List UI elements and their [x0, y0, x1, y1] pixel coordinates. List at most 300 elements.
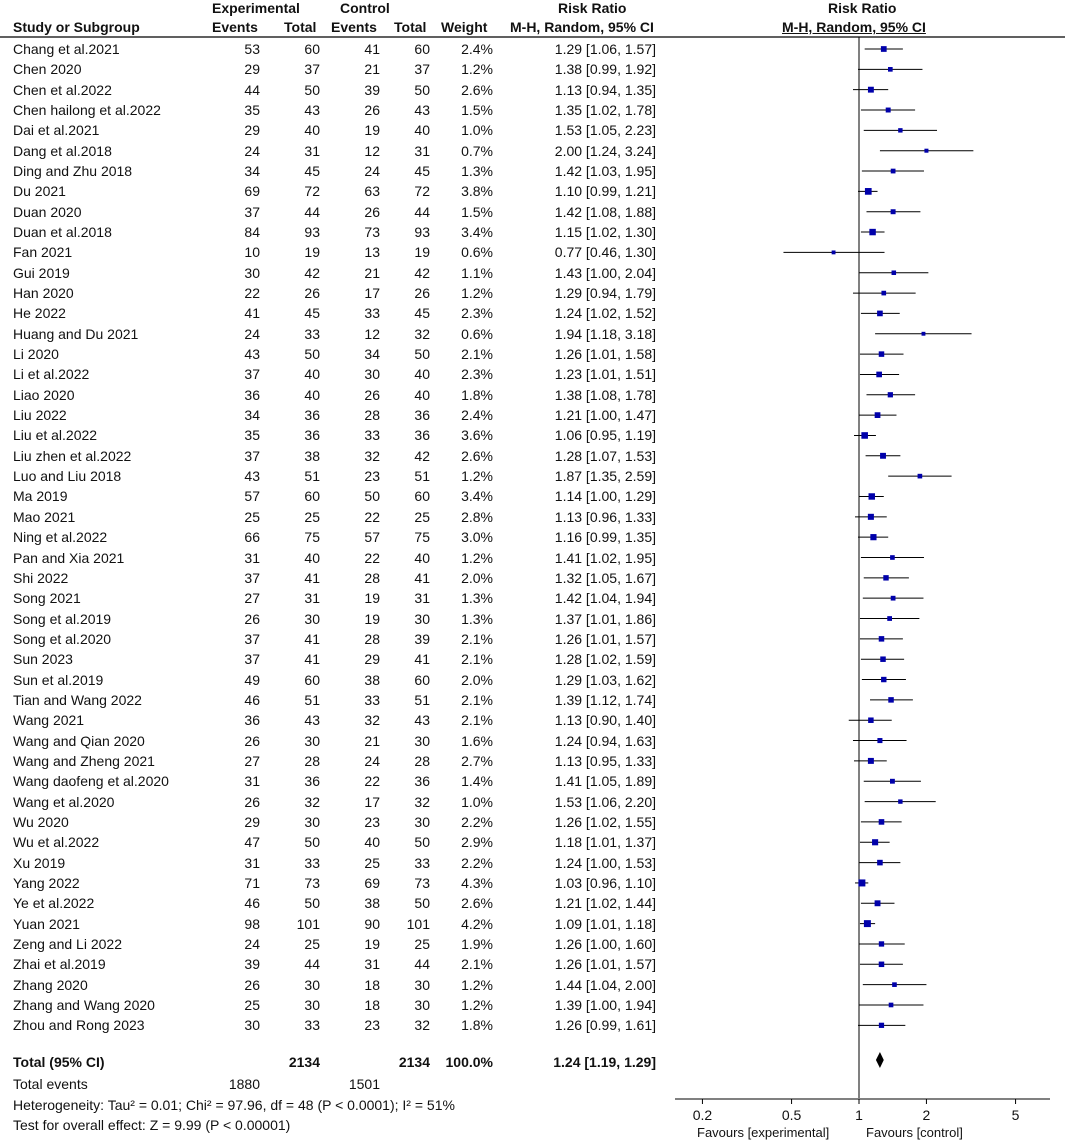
exp-events: 37: [244, 366, 260, 383]
exp-total: 43: [304, 102, 320, 119]
weight: 1.6%: [461, 732, 493, 749]
weight: 1.1%: [461, 264, 493, 281]
exp-total: 40: [304, 386, 320, 403]
study-marker: [898, 128, 902, 132]
header-ctl-events: Events: [331, 19, 377, 35]
exp-events: 30: [244, 1017, 260, 1034]
study-marker: [888, 697, 893, 702]
ctl-events: 33: [364, 427, 380, 444]
study-marker: [880, 453, 886, 459]
ctl-events: 26: [364, 203, 380, 220]
weight: 3.4%: [461, 488, 493, 505]
ctl-total: 43: [414, 102, 430, 119]
exp-total: 93: [304, 224, 320, 241]
weight: 3.4%: [461, 224, 493, 241]
exp-events: 57: [244, 488, 260, 505]
study-name: He 2022: [13, 305, 66, 322]
exp-total: 60: [304, 671, 320, 688]
study-marker: [832, 250, 836, 254]
axis-tick-label: 0.5: [781, 1107, 802, 1123]
weight: 1.2%: [461, 61, 493, 78]
ctl-total: 50: [414, 81, 430, 98]
ctl-events: 50: [364, 488, 380, 505]
weight: 2.6%: [461, 895, 493, 912]
exp-total: 72: [304, 183, 320, 200]
weight: 2.1%: [461, 651, 493, 668]
heterogeneity-text: Heterogeneity: Tau² = 0.01; Chi² = 97.96, df = 48 (P < 0.0001); I² = 51%: [13, 1097, 455, 1113]
study-marker: [886, 108, 891, 113]
study-name: Tian and Wang 2022: [13, 691, 142, 708]
ctl-events: 22: [364, 508, 380, 525]
ctl-events: 19: [364, 935, 380, 952]
study-name: Chen 2020: [13, 61, 82, 78]
study-name: Sun 2023: [13, 651, 73, 668]
risk-ratio-ci: 1.41 [1.05, 1.89]: [554, 773, 656, 790]
risk-ratio-ci: 1.06 [0.95, 1.19]: [554, 427, 656, 444]
weight: 3.8%: [461, 183, 493, 200]
exp-events: 25: [244, 508, 260, 525]
study-name: Ding and Zhu 2018: [13, 163, 133, 180]
ctl-total: 93: [414, 224, 430, 241]
ctl-events: 12: [364, 142, 380, 159]
ctl-total: 41: [414, 651, 430, 668]
study-name: Sun et al.2019: [13, 671, 104, 688]
risk-ratio-ci: 1.24 [1.00, 1.53]: [554, 854, 656, 871]
header-study: Study or Subgroup: [13, 19, 140, 35]
risk-ratio-ci: 1.32 [1.05, 1.67]: [554, 569, 656, 586]
ctl-events: 21: [364, 264, 380, 281]
study-name: Ma 2019: [13, 488, 68, 505]
exp-events: 44: [244, 81, 260, 98]
total-events-label: Total events: [13, 1076, 88, 1092]
risk-ratio-ci: 1.26 [1.02, 1.55]: [554, 813, 656, 830]
exp-total: 33: [304, 325, 320, 342]
study-name: Dang et al.2018: [13, 142, 112, 159]
exp-total: 30: [304, 732, 320, 749]
exp-events: 49: [244, 671, 260, 688]
header-rr-method: M-H, Random, 95% CI: [510, 19, 654, 35]
total-label: Total (95% CI): [13, 1054, 105, 1070]
study-name: Zhang 2020: [13, 976, 88, 993]
ctl-total: 72: [414, 183, 430, 200]
study-name: Yuan 2021: [13, 915, 80, 932]
study-marker: [868, 514, 874, 520]
exp-events: 22: [244, 285, 260, 302]
exp-total: 30: [304, 976, 320, 993]
ctl-total: 28: [414, 752, 430, 769]
weight: 2.3%: [461, 366, 493, 383]
ctl-total: 30: [414, 610, 430, 627]
weight: 0.6%: [461, 325, 493, 342]
weight: 1.5%: [461, 203, 493, 220]
risk-ratio-ci: 1.42 [1.04, 1.94]: [554, 590, 656, 607]
ctl-total: 40: [414, 549, 430, 566]
ctl-total: 36: [414, 773, 430, 790]
exp-events: 98: [244, 915, 260, 932]
study-marker: [858, 879, 865, 886]
exp-events: 27: [244, 590, 260, 607]
ctl-events: 73: [364, 224, 380, 241]
risk-ratio-ci: 1.26 [1.00, 1.60]: [554, 935, 656, 952]
weight: 1.0%: [461, 793, 493, 810]
study-marker: [869, 493, 875, 499]
ctl-total: 36: [414, 427, 430, 444]
ctl-total: 39: [414, 630, 430, 647]
risk-ratio-ci: 1.21 [1.02, 1.44]: [554, 895, 656, 912]
exp-events: 31: [244, 854, 260, 871]
study-marker: [877, 860, 883, 866]
study-name: Wu et al.2022: [13, 834, 100, 851]
weight: 0.6%: [461, 244, 493, 261]
exp-total: 30: [304, 996, 320, 1013]
total-ci: 1.24 [1.19, 1.29]: [553, 1054, 656, 1070]
axis-tick-label: 2: [922, 1107, 931, 1123]
ctl-events: 13: [364, 244, 380, 261]
exp-total: 31: [304, 142, 320, 159]
exp-total: 36: [304, 773, 320, 790]
weight: 3.6%: [461, 427, 493, 444]
total-events-ctl: 1501: [348, 1076, 380, 1092]
risk-ratio-ci: 1.26 [1.01, 1.57]: [554, 956, 656, 973]
weight: 2.1%: [461, 346, 493, 363]
weight: 2.1%: [461, 691, 493, 708]
ctl-events: 12: [364, 325, 380, 342]
study-name: Duan 2020: [13, 203, 82, 220]
weight: 1.2%: [461, 996, 493, 1013]
ctl-events: 21: [364, 61, 380, 78]
exp-total: 44: [304, 956, 320, 973]
exp-events: 25: [244, 996, 260, 1013]
risk-ratio-ci: 1.23 [1.01, 1.51]: [554, 366, 656, 383]
exp-events: 37: [244, 630, 260, 647]
ctl-total: 43: [414, 712, 430, 729]
axis-tick-label: 0.2: [692, 1107, 713, 1123]
risk-ratio-ci: 1.39 [1.00, 1.94]: [554, 996, 656, 1013]
study-name: Du 2021: [13, 183, 66, 200]
ctl-total: 60: [414, 41, 430, 57]
exp-total: 40: [304, 549, 320, 566]
exp-events: 43: [244, 468, 260, 485]
risk-ratio-ci: 1.03 [0.96, 1.10]: [554, 874, 656, 891]
risk-ratio-ci: 1.94 [1.18, 3.18]: [554, 325, 656, 342]
ctl-total: 36: [414, 407, 430, 424]
ctl-events: 22: [364, 549, 380, 566]
exp-total: 43: [304, 712, 320, 729]
study-marker: [889, 1003, 894, 1008]
risk-ratio-ci: 1.42 [1.08, 1.88]: [554, 203, 656, 220]
ctl-events: 29: [364, 651, 380, 668]
study-name: Gui 2019: [13, 264, 70, 281]
study-name: Chang et al.2021: [13, 41, 120, 57]
ctl-total: 37: [414, 61, 430, 78]
ctl-total: 32: [414, 1017, 430, 1034]
exp-events: 37: [244, 203, 260, 220]
exp-events: 36: [244, 386, 260, 403]
risk-ratio-ci: 1.13 [0.90, 1.40]: [554, 712, 656, 729]
ctl-events: 40: [364, 834, 380, 851]
exp-total: 25: [304, 935, 320, 952]
study-marker: [922, 332, 926, 336]
weight: 2.0%: [461, 671, 493, 688]
ctl-events: 63: [364, 183, 380, 200]
weight: 1.2%: [461, 468, 493, 485]
exp-total: 50: [304, 834, 320, 851]
study-name: Mao 2021: [13, 508, 76, 525]
weight: 1.2%: [461, 285, 493, 302]
exp-events: 46: [244, 895, 260, 912]
exp-events: 47: [244, 834, 260, 851]
study-marker: [924, 149, 928, 153]
weight: 1.4%: [461, 773, 493, 790]
exp-events: 26: [244, 732, 260, 749]
study-name: Li 2020: [13, 346, 59, 363]
ctl-events: 22: [364, 773, 380, 790]
ctl-events: 17: [364, 793, 380, 810]
ctl-events: 31: [364, 956, 380, 973]
study-marker: [864, 920, 871, 927]
study-marker: [879, 962, 884, 967]
study-name: Wang 2021: [13, 712, 85, 729]
risk-ratio-ci: 1.24 [1.02, 1.52]: [554, 305, 656, 322]
weight: 2.1%: [461, 712, 493, 729]
ctl-events: 23: [364, 468, 380, 485]
study-marker: [880, 656, 885, 661]
ctl-total: 31: [414, 142, 430, 159]
total-events-exp: 1880: [228, 1076, 260, 1092]
weight: 1.3%: [461, 610, 493, 627]
ctl-total: 42: [414, 447, 430, 464]
study-marker: [879, 941, 884, 946]
study-marker: [875, 412, 881, 418]
exp-events: 24: [244, 935, 260, 952]
study-marker: [861, 432, 868, 439]
study-name: Wang and Zheng 2021: [13, 752, 155, 769]
exp-total: 45: [304, 305, 320, 322]
exp-events: 69: [244, 183, 260, 200]
study-name: Han 2020: [13, 285, 74, 302]
exp-total: 51: [304, 691, 320, 708]
ctl-total: 51: [414, 468, 430, 485]
ctl-total: 26: [414, 285, 430, 302]
study-marker: [898, 799, 902, 803]
study-name: Yang 2022: [13, 874, 80, 891]
ctl-total: 45: [414, 163, 430, 180]
weight: 1.3%: [461, 163, 493, 180]
exp-events: 37: [244, 651, 260, 668]
study-name: Duan et al.2018: [13, 224, 112, 241]
ctl-total: 50: [414, 346, 430, 363]
study-marker: [879, 819, 885, 825]
ctl-total: 45: [414, 305, 430, 322]
ctl-events: 26: [364, 102, 380, 119]
study-marker: [891, 169, 896, 174]
risk-ratio-ci: 1.15 [1.02, 1.30]: [554, 224, 656, 241]
study-marker: [881, 291, 886, 296]
ctl-events: 28: [364, 569, 380, 586]
weight: 2.1%: [461, 956, 493, 973]
ctl-total: 75: [414, 529, 430, 546]
weight: 2.3%: [461, 305, 493, 322]
ctl-total: 30: [414, 996, 430, 1013]
study-marker: [887, 616, 892, 621]
risk-ratio-ci: 1.09 [1.01, 1.18]: [554, 915, 656, 932]
exp-total: 45: [304, 163, 320, 180]
exp-total: 50: [304, 346, 320, 363]
risk-ratio-ci: 1.28 [1.07, 1.53]: [554, 447, 656, 464]
exp-events: 84: [244, 224, 260, 241]
axis-tick-label: 5: [1011, 1107, 1020, 1123]
exp-events: 43: [244, 346, 260, 363]
weight: 1.3%: [461, 590, 493, 607]
ctl-total: 32: [414, 325, 430, 342]
risk-ratio-ci: 1.26 [0.99, 1.61]: [554, 1017, 656, 1034]
study-marker: [918, 474, 923, 479]
exp-total: 28: [304, 752, 320, 769]
ctl-total: 40: [414, 386, 430, 403]
study-marker: [890, 555, 895, 560]
weight: 2.4%: [461, 41, 493, 57]
study-name: Wang and Qian 2020: [13, 732, 145, 749]
study-name: Xu 2019: [13, 854, 66, 871]
exp-total: 31: [304, 590, 320, 607]
exp-total: 41: [304, 651, 320, 668]
exp-total: 44: [304, 203, 320, 220]
risk-ratio-ci: 1.13 [0.95, 1.33]: [554, 752, 656, 769]
risk-ratio-ci: 1.53 [1.06, 2.20]: [554, 793, 656, 810]
study-name: Liu 2022: [13, 407, 67, 424]
risk-ratio-ci: 1.26 [1.01, 1.58]: [554, 346, 656, 363]
exp-events: 31: [244, 549, 260, 566]
study-marker: [872, 839, 878, 845]
study-marker: [870, 534, 876, 540]
study-name: Chen hailong et al.2022: [13, 102, 161, 119]
exp-total: 50: [304, 895, 320, 912]
ctl-events: 32: [364, 447, 380, 464]
exp-total: 51: [304, 468, 320, 485]
study-marker: [881, 46, 887, 52]
ctl-total: 44: [414, 203, 430, 220]
ctl-total: 33: [414, 854, 430, 871]
exp-events: 46: [244, 691, 260, 708]
exp-events: 24: [244, 142, 260, 159]
study-marker: [877, 738, 882, 743]
ctl-events: 21: [364, 732, 380, 749]
header-plot-risk-ratio: Risk Ratio: [828, 0, 897, 16]
risk-ratio-ci: 1.35 [1.02, 1.78]: [554, 102, 656, 119]
study-marker: [868, 87, 874, 93]
total-ctl-total: 2134: [398, 1054, 430, 1070]
ctl-total: 101: [406, 915, 430, 932]
favours-control-label: Favours [control]: [866, 1125, 963, 1140]
weight: 2.9%: [461, 834, 493, 851]
exp-events: 41: [244, 305, 260, 322]
study-marker: [865, 188, 872, 195]
risk-ratio-ci: 1.16 [0.99, 1.35]: [554, 529, 656, 546]
ctl-total: 50: [414, 895, 430, 912]
ctl-events: 33: [364, 305, 380, 322]
ctl-total: 40: [414, 366, 430, 383]
ctl-total: 32: [414, 793, 430, 810]
risk-ratio-ci: 2.00 [1.24, 3.24]: [554, 142, 656, 159]
exp-total: 36: [304, 407, 320, 424]
weight: 0.7%: [461, 142, 493, 159]
study-marker: [877, 311, 883, 317]
exp-events: 37: [244, 447, 260, 464]
study-name: Wu 2020: [13, 813, 69, 830]
exp-total: 50: [304, 81, 320, 98]
ctl-total: 25: [414, 935, 430, 952]
ctl-total: 50: [414, 834, 430, 851]
risk-ratio-ci: 1.26 [1.01, 1.57]: [554, 630, 656, 647]
ctl-events: 18: [364, 996, 380, 1013]
ctl-total: 42: [414, 264, 430, 281]
risk-ratio-ci: 1.42 [1.03, 1.95]: [554, 163, 656, 180]
study-name: Song 2021: [13, 590, 81, 607]
exp-total: 38: [304, 447, 320, 464]
risk-ratio-ci: 1.29 [1.06, 1.57]: [554, 41, 656, 57]
exp-events: 31: [244, 773, 260, 790]
ctl-events: 38: [364, 895, 380, 912]
study-name: Song et al.2019: [13, 610, 112, 627]
exp-events: 53: [244, 41, 260, 57]
weight: 2.4%: [461, 407, 493, 424]
risk-ratio-ci: 1.18 [1.01, 1.37]: [554, 834, 656, 851]
ctl-events: 90: [364, 915, 380, 932]
weight: 1.8%: [461, 386, 493, 403]
weight: 2.2%: [461, 813, 493, 830]
weight: 2.8%: [461, 508, 493, 525]
risk-ratio-ci: 1.43 [1.00, 2.04]: [554, 264, 656, 281]
ctl-events: 41: [364, 41, 380, 57]
weight: 1.2%: [461, 549, 493, 566]
ctl-events: 30: [364, 366, 380, 383]
study-marker: [875, 900, 881, 906]
weight: 2.6%: [461, 81, 493, 98]
exp-events: 34: [244, 163, 260, 180]
favours-experimental-label: Favours [experimental]: [697, 1125, 830, 1140]
ctl-events: 19: [364, 122, 380, 139]
ctl-events: 39: [364, 81, 380, 98]
header-experimental: Experimental: [212, 0, 300, 16]
ctl-total: 51: [414, 691, 430, 708]
study-marker: [892, 982, 897, 987]
study-marker: [891, 596, 896, 601]
header-exp-events: Events: [212, 19, 258, 35]
exp-total: 40: [304, 366, 320, 383]
risk-ratio-ci: 1.38 [1.08, 1.78]: [554, 386, 656, 403]
study-name: Ye et al.2022: [13, 895, 95, 912]
exp-events: 66: [244, 529, 260, 546]
ctl-total: 31: [414, 590, 430, 607]
study-name: Ning et al.2022: [13, 529, 108, 546]
risk-ratio-ci: 1.21 [1.00, 1.47]: [554, 407, 656, 424]
exp-events: 26: [244, 610, 260, 627]
header-weight: Weight: [441, 19, 488, 35]
ctl-total: 60: [414, 488, 430, 505]
study-name: Song et al.2020: [13, 630, 112, 647]
ctl-events: 57: [364, 529, 380, 546]
weight: 1.5%: [461, 102, 493, 119]
study-marker: [868, 717, 873, 722]
study-marker: [881, 677, 886, 682]
ctl-events: 38: [364, 671, 380, 688]
study-name: Zeng and Li 2022: [13, 935, 122, 952]
ctl-total: 30: [414, 813, 430, 830]
risk-ratio-ci: 1.39 [1.12, 1.74]: [554, 691, 656, 708]
ctl-total: 30: [414, 732, 430, 749]
exp-total: 32: [304, 793, 320, 810]
exp-events: 35: [244, 427, 260, 444]
